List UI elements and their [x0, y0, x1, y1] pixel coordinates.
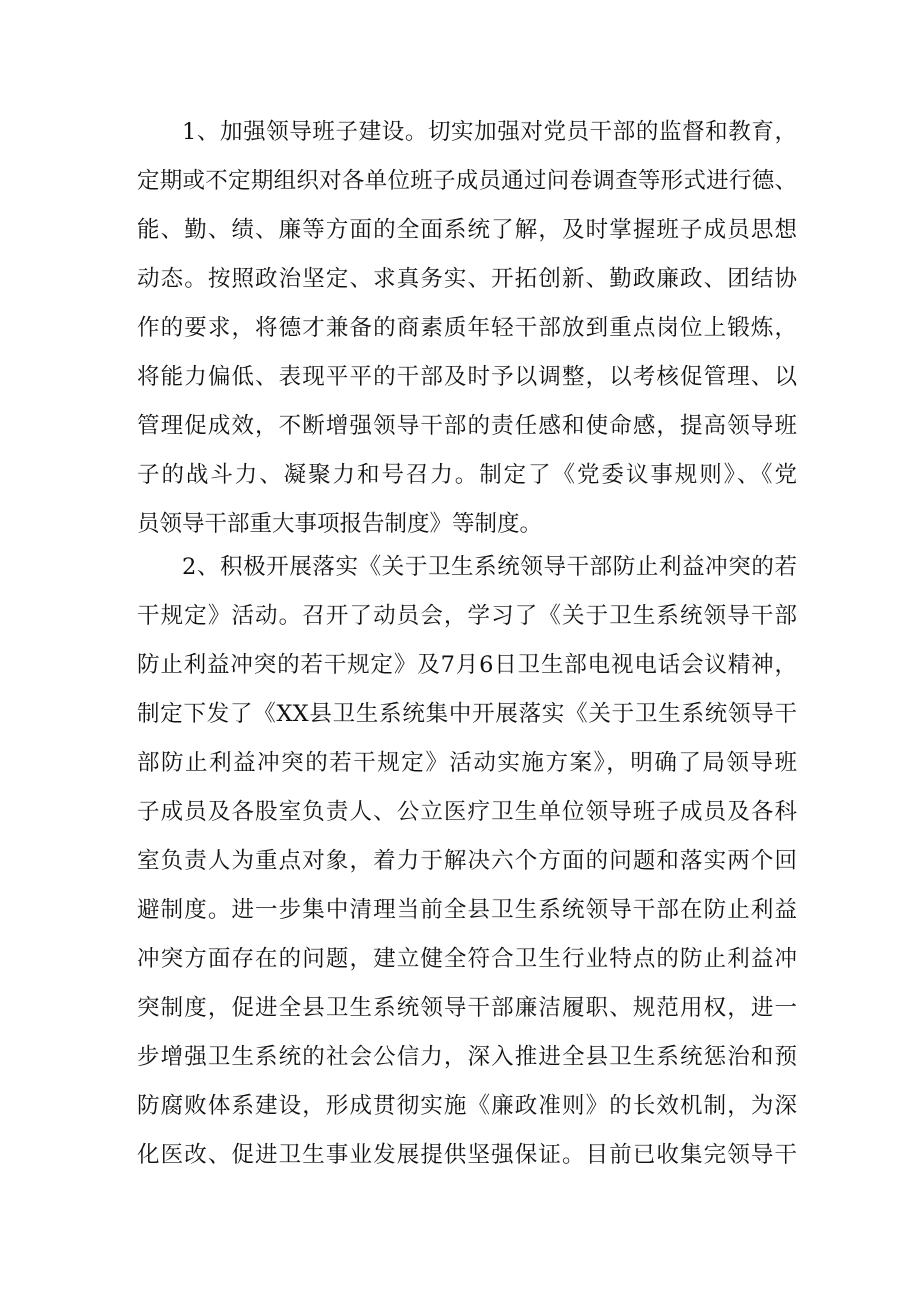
paragraph-line: 防止利益冲突的若干规定》及7月6日卫生部电视电话会议精神， — [137, 652, 797, 678]
paragraph-line: 将能力偏低、表现平平的干部及时予以调整，以考核促管理、以 — [137, 364, 797, 390]
paragraph-line: 1、加强领导班子建设。切实加强对党员干部的监督和教育， — [182, 119, 797, 145]
paragraph-line: 突制度，促进全县卫生系统领导干部廉洁履职、规范用权，进一 — [137, 995, 797, 1021]
paragraph-line: 冲突方面存在的问题，建立健全符合卫生行业特点的防止利益冲 — [137, 946, 797, 972]
paragraph-line: 避制度。进一步集中清理当前全县卫生系统领导干部在防止利益 — [137, 897, 797, 923]
paragraph-2 — [137, 543, 797, 1180]
paragraph-line: 防腐败体系建设，形成贯彻实施《廉政准则》的长效机制，为深 — [137, 1093, 797, 1119]
paragraph-line: 子的战斗力、凝聚力和号召力。制定了《党委议事规则》、《党 — [137, 462, 797, 488]
paragraph-line: 子成员及各股室负责人、公立医疗卫生单位领导班子成员及各科 — [137, 799, 797, 825]
paragraph-line: 管理促成效，不断增强领导干部的责任感和使命感，提高领导班 — [137, 413, 797, 439]
paragraph-line: 室负责人为重点对象，着力于解决六个方面的问题和落实两个回 — [137, 848, 797, 874]
paragraph-line: 步增强卫生系统的社会公信力，深入推进全县卫生系统惩治和预 — [137, 1044, 797, 1070]
paragraph-line: 能、勤、绩、廉等方面的全面系统了解，及时掌握班子成员思想 — [137, 217, 797, 243]
paragraph-line: 部防止利益冲突的若干规定》活动实施方案》，明确了局领导班 — [137, 750, 797, 776]
paragraph-line: 化医改、促进卫生事业发展提供坚强保证。目前已收集完领导干 — [137, 1142, 797, 1168]
paragraph-line: 作的要求，将德才兼备的商素质年轻干部放到重点岗位上锻炼， — [137, 315, 797, 341]
paragraph-1 — [137, 108, 797, 549]
paragraph-line: 定期或不定期组织对各单位班子成员通过问卷调查等形式进行德、 — [137, 168, 797, 194]
paragraph-line: 动态。按照政治坚定、求真务实、开拓创新、勤政廉政、团结协 — [137, 266, 797, 292]
paragraph-line: 制定下发了《XX县卫生系统集中开展落实《关于卫生系统领导干 — [137, 701, 797, 727]
paragraph-line: 员领导干部重大事项报告制度》等制度。 — [137, 511, 543, 537]
paragraph-line: 2、积极开展落实《关于卫生系统领导干部防止利益冲突的若 — [182, 554, 797, 580]
paragraph-line: 干规定》活动。召开了动员会，学习了《关于卫生系统领导干部 — [137, 603, 797, 629]
